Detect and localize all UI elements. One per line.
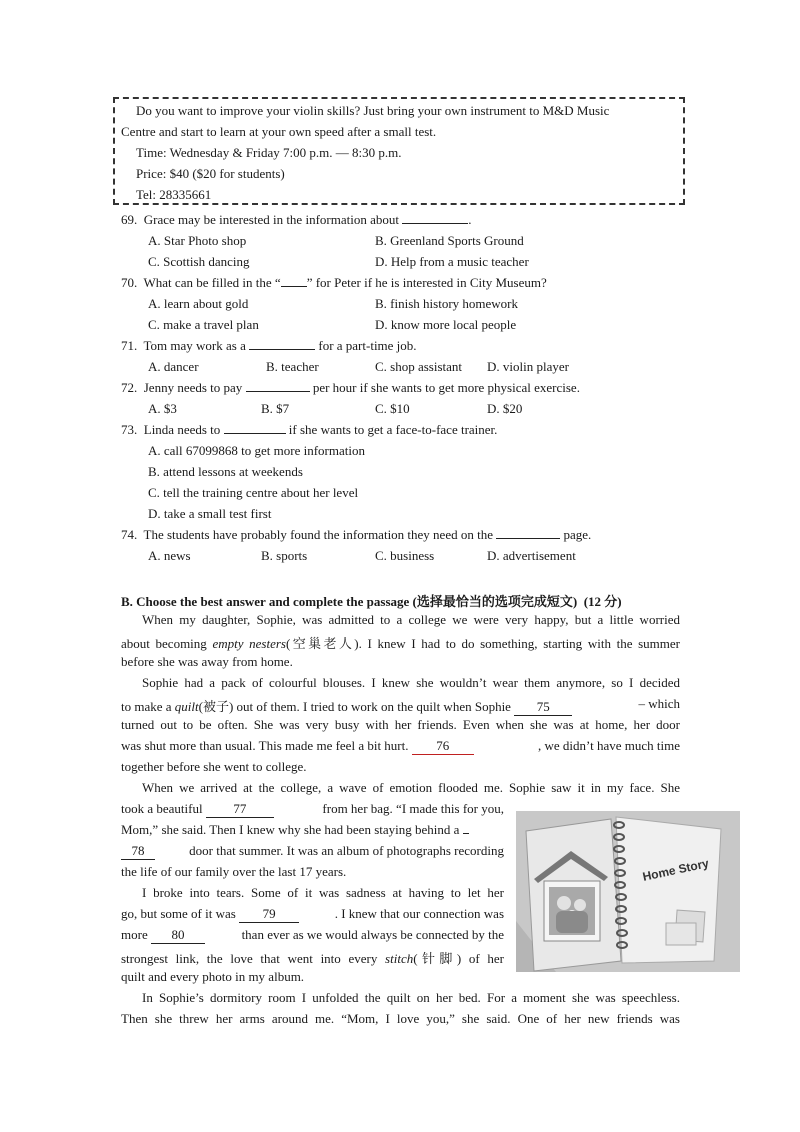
option-b: B. finish history homework bbox=[375, 296, 518, 311]
album-caption: Home Story bbox=[641, 856, 711, 884]
ad-line-2: Centre and start to learn at your own speed after a small test. bbox=[121, 124, 437, 139]
passage-line: strongest link, the love that went into every stitch(针脚) of her bbox=[121, 951, 504, 966]
section-b-heading bbox=[121, 591, 622, 610]
question-number: 73. bbox=[121, 422, 138, 437]
blank-75: 75 bbox=[514, 699, 572, 716]
question-text: Grace may be interested in the information about bbox=[143, 212, 399, 227]
answer-blank bbox=[496, 538, 560, 539]
passage-line: more 80 than ever as we would always be connected by the bbox=[121, 927, 504, 942]
option-d: D. take a small test first bbox=[148, 506, 272, 521]
option-b: B. sports bbox=[261, 548, 308, 563]
option-a: A. dancer bbox=[148, 359, 199, 374]
passage-line: turned out to be often. She was very busy with her friends. Even when she was at home, her door bbox=[121, 717, 680, 732]
option-d: D. Help from a music teacher bbox=[375, 254, 529, 269]
option-c: C. business bbox=[375, 548, 435, 563]
question-number: 71. bbox=[121, 338, 138, 353]
passage-line: Then she threw her arms around me. “Mom, I love you,” she said. One of her new friends was bbox=[121, 1011, 680, 1026]
blank-77: 77 bbox=[206, 801, 274, 818]
question-text: What can be filled in the “ bbox=[143, 275, 281, 290]
answer-blank bbox=[402, 223, 468, 224]
question-number: 74. bbox=[121, 527, 138, 542]
question-74 bbox=[121, 527, 591, 543]
passage-line: When we arrived at the college, a wave of emotion flooded me. Sophie saw it in my face. She bbox=[142, 780, 680, 795]
ad-price: Price: $40 ($20 for students) bbox=[136, 166, 285, 181]
passage-line: took a beautiful 77 from her bag. “I made this for you, bbox=[121, 801, 504, 816]
section-b-points: (12 分) bbox=[583, 594, 622, 609]
question-text-end: page. bbox=[563, 527, 592, 542]
option-c: C. $10 bbox=[375, 401, 410, 416]
question-text-end: per hour if she wants to get more physical exercise. bbox=[312, 380, 580, 395]
option-d: D. $20 bbox=[487, 401, 523, 416]
option-a: A. $3 bbox=[148, 401, 177, 416]
option-c: C. make a travel plan bbox=[148, 317, 259, 332]
blank-76: 76 bbox=[412, 738, 474, 755]
passage-line: I broke into tears. Some of it was sadness at having to let her bbox=[142, 885, 504, 900]
passage-line: about becoming empty nesters(空巢老人). I knew I had to do something, starting with the summer bbox=[121, 636, 681, 651]
question-number: 69. bbox=[121, 212, 138, 227]
passage-line: go, but some of it was 79 . I knew that our connection was bbox=[121, 906, 504, 921]
answer-blank bbox=[246, 391, 310, 392]
option-d: D. advertisement bbox=[487, 548, 576, 563]
question-text-end: if she wants to get a face-to-face trainer. bbox=[288, 422, 498, 437]
italic-term: stitch bbox=[385, 951, 414, 966]
question-text: Linda needs to bbox=[143, 422, 221, 437]
passage-line: Mom,” she said. Then I knew why she had been staying behind a bbox=[121, 822, 469, 838]
question-number: 70. bbox=[121, 275, 138, 290]
question-text: Tom may work as a bbox=[143, 338, 246, 353]
question-69 bbox=[121, 212, 471, 228]
option-c: C. shop assistant bbox=[375, 359, 463, 374]
option-b: B. attend lessons at weekends bbox=[148, 464, 303, 479]
option-a: A. news bbox=[148, 548, 191, 563]
option-c: C. tell the training centre about her level bbox=[148, 485, 359, 500]
question-text-end: . bbox=[468, 212, 472, 227]
passage-line: quilt and every photo in my album. bbox=[121, 969, 305, 984]
option-a: A. learn about gold bbox=[148, 296, 249, 311]
ad-line-1: Do you want to improve your violin skills? Just bring your own instrument to M&D Music bbox=[136, 103, 610, 118]
italic-term: empty nesters bbox=[212, 636, 286, 651]
option-b: B. Greenland Sports Ground bbox=[375, 233, 524, 248]
ad-time: Time: Wednesday & Friday 7:00 p.m. — 8:30 p.m. bbox=[136, 145, 402, 160]
answer-blank bbox=[249, 349, 315, 350]
album-graphic bbox=[516, 811, 740, 972]
option-a: A. Star Photo shop bbox=[148, 233, 247, 248]
option-b: B. $7 bbox=[261, 401, 290, 416]
blank-80: 80 bbox=[151, 927, 205, 944]
question-70 bbox=[121, 275, 547, 291]
photo-album-illustration bbox=[516, 811, 740, 972]
answer-blank bbox=[281, 286, 307, 287]
italic-term: quilt bbox=[174, 699, 199, 714]
option-d: D. violin player bbox=[487, 359, 569, 374]
passage-line: When my daughter, Sophie, was admitted to a college we were very happy, but a little worried bbox=[142, 612, 680, 627]
question-text-end: ” for Peter if he is interested in City Museum? bbox=[306, 275, 547, 290]
section-b-title: B. Choose the best answer and complete the passage (选择最恰当的选项完成短文) bbox=[121, 594, 578, 609]
passage-line: 78 door that summer. It was an album of photographs recording bbox=[121, 843, 504, 860]
passage-line: In Sophie’s dormitory room I unfolded the quilt on her bed. For a moment she was speechless. bbox=[142, 990, 680, 1005]
question-text: The students have probably found the information they need on the bbox=[143, 527, 493, 542]
option-c: C. Scottish dancing bbox=[148, 254, 250, 269]
option-d: D. know more local people bbox=[375, 317, 517, 332]
passage-line: together before she went to college. bbox=[121, 759, 307, 774]
option-b: B. teacher bbox=[266, 359, 319, 374]
question-71 bbox=[121, 338, 417, 354]
question-72 bbox=[121, 380, 580, 396]
passage-line: the life of our family over the last 17 years. bbox=[121, 864, 347, 879]
question-73 bbox=[121, 422, 497, 438]
blank-79: 79 bbox=[239, 906, 299, 923]
passage-line: to make a quilt(被子) out of them. I tried to work on the quilt when Sophie 75 – which bbox=[121, 696, 680, 714]
blank-78: 78 bbox=[121, 843, 155, 860]
question-number: 72. bbox=[121, 380, 138, 395]
question-text: Jenny needs to pay bbox=[143, 380, 243, 395]
passage-line: was shut more than usual. This made me feel a bit hurt. 76 , we didn’t have much time bbox=[121, 738, 680, 753]
passage-line: Sophie had a pack of colourful blouses. I knew she wouldn’t wear them anymore, so I decided bbox=[142, 675, 680, 690]
option-a: A. call 67099868 to get more information bbox=[148, 443, 365, 458]
answer-blank bbox=[224, 433, 286, 434]
question-text-end: for a part-time job. bbox=[318, 338, 417, 353]
passage-line: before she was away from home. bbox=[121, 654, 293, 669]
ad-tel: Tel: 28335661 bbox=[136, 187, 212, 202]
